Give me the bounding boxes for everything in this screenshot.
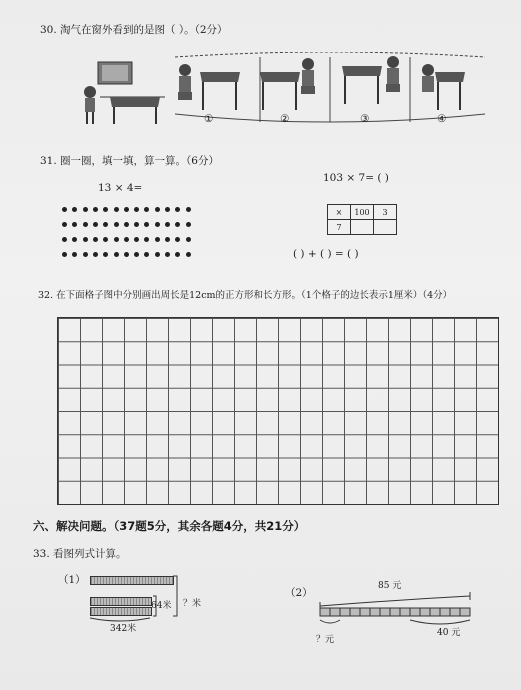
dot	[165, 207, 170, 212]
dot	[144, 237, 149, 242]
scene-reference	[84, 62, 165, 124]
dot	[186, 237, 191, 242]
dot	[186, 222, 191, 227]
q33-p2-label: （2）	[285, 587, 313, 599]
drawing-grid	[57, 317, 499, 505]
dot	[72, 252, 77, 257]
q31-expr2: 103 × 7= ( )	[323, 172, 389, 184]
dot	[83, 252, 88, 257]
dot	[103, 207, 108, 212]
dot	[134, 222, 139, 227]
dot	[62, 252, 67, 257]
table-cell	[351, 220, 374, 235]
q33-p1-label: （1）	[58, 574, 86, 586]
dot	[175, 207, 180, 212]
p2-top-label: 85 元	[378, 581, 402, 591]
table-cell: 100	[351, 205, 374, 220]
option-4: ④	[437, 113, 447, 125]
dot	[72, 237, 77, 242]
multiplication-table	[327, 204, 397, 235]
dot	[175, 252, 180, 257]
dot	[134, 252, 139, 257]
dot	[165, 237, 170, 242]
table-cell: 7	[328, 220, 351, 235]
dot	[103, 252, 108, 257]
dot	[186, 207, 191, 212]
dot	[144, 252, 149, 257]
dot	[144, 222, 149, 227]
q32-text: 32. 在下面格子图中分别画出周长是12cm的正方形和长方形。（1个格子的边长表示1厘米）（4分）	[38, 290, 453, 301]
dot	[124, 222, 129, 227]
dot	[124, 237, 129, 242]
dot	[114, 222, 119, 227]
scene-4	[422, 64, 465, 110]
q31-text: 31. 圈一圈，填一填，算一算。（6分）	[40, 155, 219, 167]
p2-right-label: 40 元	[437, 628, 461, 638]
q30-text: 30. 淘气在窗外看到的是图（ ）。（2分）	[40, 24, 228, 36]
dot	[155, 222, 160, 227]
dot	[175, 237, 180, 242]
dot	[103, 222, 108, 227]
p1-diff-label: 64米	[151, 601, 172, 611]
table-cell	[374, 220, 397, 235]
dot	[103, 237, 108, 242]
option-3: ③	[360, 113, 370, 125]
dot	[144, 207, 149, 212]
p1-question-label: ？米	[183, 599, 202, 609]
dot	[93, 207, 98, 212]
option-1: ①	[204, 113, 214, 125]
scene-3	[342, 56, 400, 104]
dot-array	[62, 207, 197, 265]
dot	[83, 207, 88, 212]
dot	[124, 207, 129, 212]
dot	[72, 207, 77, 212]
dot	[134, 237, 139, 242]
dot	[165, 222, 170, 227]
scene-2	[260, 58, 315, 110]
table-cell: 3	[374, 205, 397, 220]
dot	[62, 207, 67, 212]
dot	[83, 237, 88, 242]
q31-expr1: 13 × 4=	[98, 182, 143, 194]
dot	[114, 237, 119, 242]
dot	[93, 237, 98, 242]
dot	[83, 222, 88, 227]
p2-left-label: ？元	[316, 635, 335, 645]
dot	[175, 222, 180, 227]
dot	[155, 237, 160, 242]
q31-equation: ( ) + ( ) = ( )	[293, 248, 359, 260]
dot	[114, 207, 119, 212]
scene-1	[178, 64, 240, 110]
dot	[165, 252, 170, 257]
dot	[186, 252, 191, 257]
dot	[155, 252, 160, 257]
table-cell: ×	[328, 205, 351, 220]
dot	[62, 237, 67, 242]
dot	[93, 252, 98, 257]
dot	[124, 252, 129, 257]
section6-heading: 六、解决问题。（37题5分，其余各题4分，共21分）	[33, 519, 306, 533]
dot	[114, 252, 119, 257]
dot	[62, 222, 67, 227]
p1-base-label: 342米	[110, 624, 137, 634]
dot	[155, 207, 160, 212]
option-2: ②	[280, 113, 290, 125]
dot	[134, 207, 139, 212]
dot	[72, 222, 77, 227]
dot	[93, 222, 98, 227]
q33-text: 33. 看图列式计算。	[33, 548, 127, 560]
